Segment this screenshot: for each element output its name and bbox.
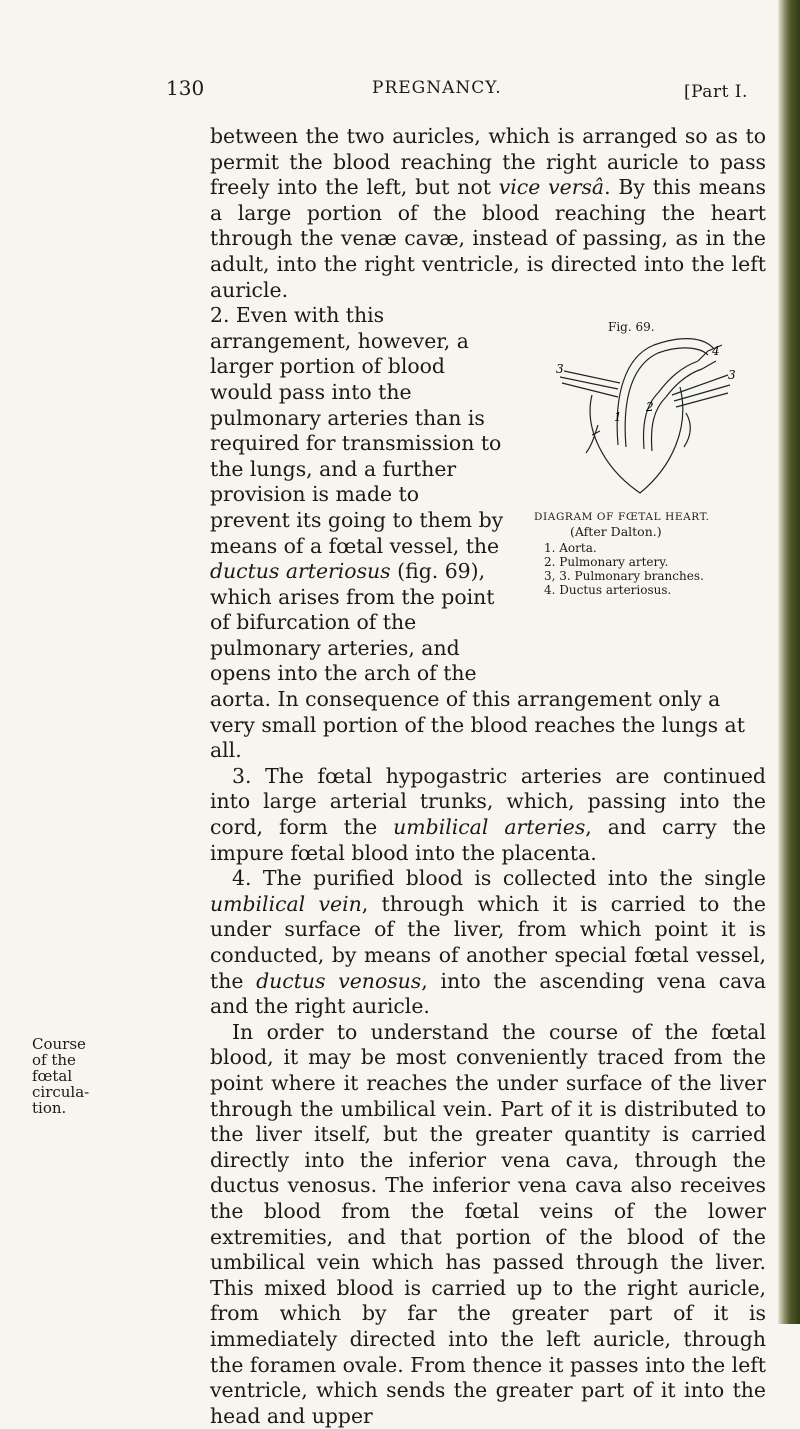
heart-outline <box>590 387 683 493</box>
paragraph-3: 3. The fœtal hypogastric arteries are continued into large arterial trunks, which, passing into the cord, form the umbilical arteries, and carry the impure fœtal blood into the placenta. <box>210 763 766 865</box>
figure-title: DIAGRAM OF FŒTAL HEART. <box>534 511 710 524</box>
heart-diagram <box>522 327 752 497</box>
legend-item: 4. Ductus arteriosus. <box>544 583 672 598</box>
legend-item: 3, 3. Pulmonary branches. <box>544 569 704 584</box>
figure-legend <box>544 541 754 597</box>
aorta-arch <box>617 339 714 445</box>
figure-label: Fig. 69. <box>608 320 655 335</box>
paragraph-4: 4. The purified blood is collected into the single umbilical vein, through which it is carried to the under surface of the liver, from which point it is conducted, by means of another special fœtal vessel, the ductus venosus, into the ascending vena cava and the right auricle. <box>210 866 766 1019</box>
figure-69 <box>514 307 766 671</box>
paragraph-1: between the two auricles, which is arranged so as to permit the blood reaching the right auricle to pass freely into the left, but not vice versâ. By this means a large portion of the blood reaching the heart through the venæ cavæ, instead of passing, as in the adult, into the right ventricle, is directed into the left auricle. <box>210 124 766 302</box>
page-header <box>0 76 800 106</box>
marker-1: 1 <box>614 410 622 425</box>
legend-item: 1. Aorta. <box>544 541 597 556</box>
running-title: PREGNANCY. <box>372 78 502 98</box>
legend-item: 2. Pulmonary artery. <box>544 555 669 570</box>
italic-term: ductus arteriosus <box>210 559 391 584</box>
italic-term: umbilical vein <box>210 891 362 916</box>
part-label: [Part I. <box>684 82 748 102</box>
page-edge <box>778 0 800 1324</box>
pulmonary-branch-left <box>560 371 620 397</box>
italic-phrase: vice versâ <box>498 175 605 200</box>
marker-4: 4 <box>712 344 720 359</box>
body-text: between the two auricles, which is arranged so as to permit the blood reaching the right auricle to pass freely into the left, but not vice versâ. By this means a large portion of the blood reaching the heart through the venæ cavæ, instead of passing, as in the adult, into the right ventricle, is directed into the left auricle. Fig. 69. 3 1 2 3 4 DIAGRAM OF FŒTAL HEART. (After Dalton.) 1. Aorta. 2. Pulmonary artery. 3, 3. Pulmonary branches. 4. Ductus arteriosus. 2. Even with this arrangement, however, a larger portion of blood would pass into the pulmonary arteries than is required for transmission to the lungs, and a further provision is made to prevent its going to them by means of a fœtal vessel, the ductus arteriosus (fig. 69), which arises from the point of bifurcation of the pulmonary arteries, and opens into the arch of the aorta. In consequence of this arrangement only a very small portion of the blood reaches the lungs at all. 3. The fœtal hypogastric arteries are continued into large arterial trunks, which, passing into the cord, form the umbilical arteries, and carry the impure fœtal blood into the placenta. 4. The purified blood is collected into the single umbilical vein, through which it is carried to the under surface of the liver, from which point it is conducted, by means of another special fœtal vessel, the ductus venosus, into the ascending vena cava and the right auricle. In order to understand the course of the fœtal blood, it may be most conveniently traced from the point where it reaches the under surface of the liver through the umbilical vein. Part of it is distributed to the liver itself, but the greater quantity is carried directly into the inferior vena cava, through the ductus venosus. The inferior vena cava also receives the blood from the fœtal veins of the lower extremities, and that portion of the blood of the umbilical vein which has passed through the liver. This mixed blood is carried up to the right auricle, from which by far the greater part of it is immediately directed into the left auricle, through the foramen ovale. From thence it passes into the left ventricle, which sends the greater part of it into the head and upper <box>210 124 766 1428</box>
marker-2: 2 <box>646 400 654 415</box>
italic-term: ductus venosus <box>256 968 422 993</box>
marker-3-left: 3 <box>556 362 564 377</box>
margin-note: Course of the fœtal circula-tion. <box>32 1035 90 1117</box>
italic-term: umbilical arteries <box>393 815 586 840</box>
marker-3-right: 3 <box>728 368 736 383</box>
paragraph-5: In order to understand the course of the fœtal blood, it may be most conveniently traced from the point where it reaches the under surface of the liver through the umbilical vein. Part of it is distributed to the liver itself, but the greater quantity is carried directly into the inferior vena cava, through the ductus venosus. The inferior vena cava also receives the blood from the fœtal veins of the lower extremities, and that portion of the blood of the umbilical vein which has passed through the liver. This mixed blood is carried up to the right auricle, from which by far the greater part of it is immediately directed into the left auricle, through the foramen ovale. From thence it passes into the left ventricle, which sends the greater part of it into the head and upper <box>210 1019 766 1428</box>
page-number: 130 <box>166 76 205 100</box>
figure-credit: (After Dalton.) <box>570 524 662 540</box>
